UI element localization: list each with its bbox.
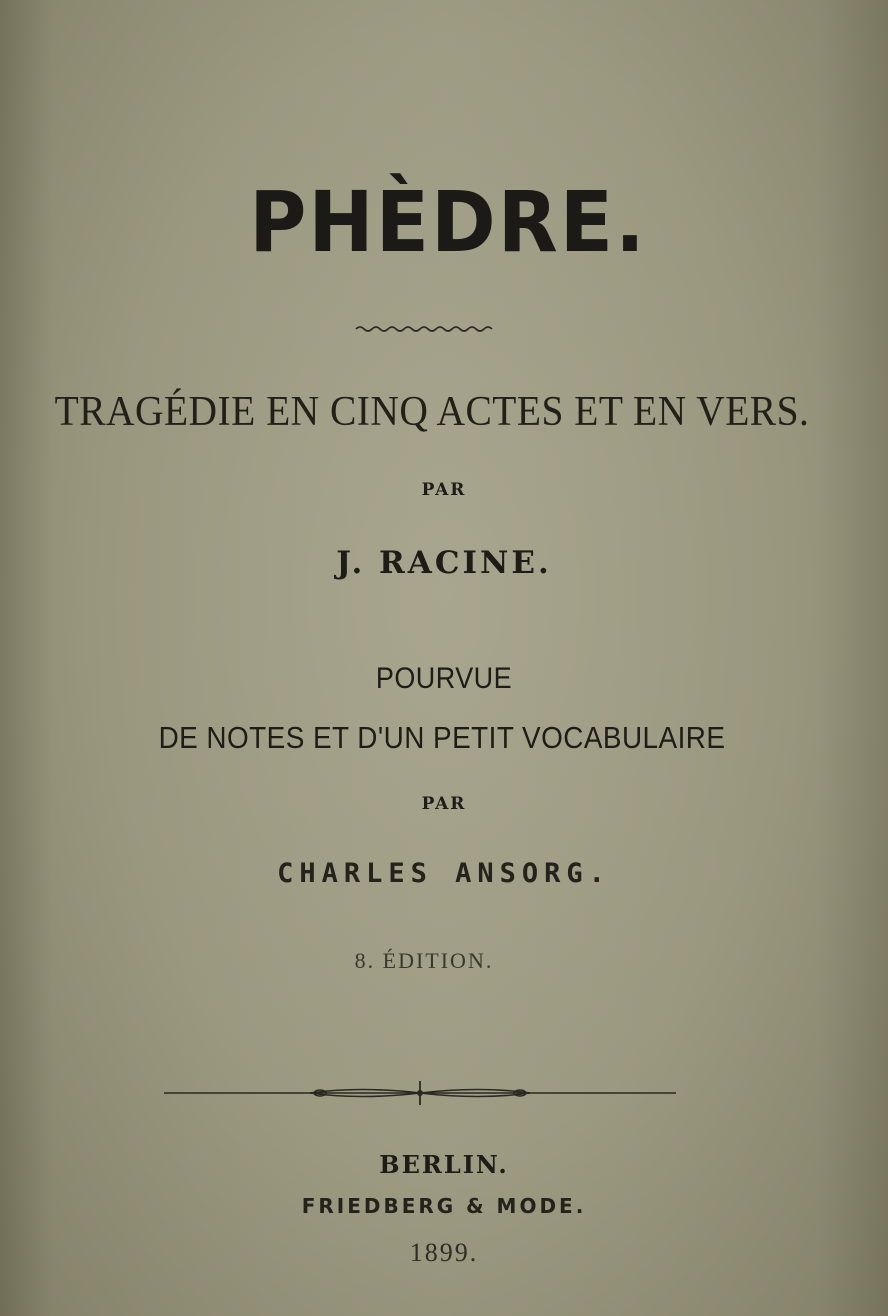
by-label-editor: PAR — [421, 794, 467, 814]
notes-line: DE NOTES ET D'UN PETIT VOCABULAIRE — [158, 720, 726, 755]
wavy-rule-ornament-icon — [354, 322, 494, 336]
imprint-year: 1899. — [409, 1238, 479, 1267]
edition-label: 8. ÉDITION. — [354, 948, 494, 973]
imprint-publisher: FRIEDBERG & MODE. — [301, 1194, 587, 1218]
pourvue-line: POURVUE — [375, 662, 513, 695]
imprint-city: BERLIN. — [379, 1150, 509, 1179]
author-name: J. RACINE. — [336, 545, 552, 581]
by-label: PAR — [421, 480, 467, 500]
book-title: PHÈDRE. — [249, 174, 647, 272]
subtitle: TRAGÉDIE EN CINQ ACTES ET EN VERS. — [54, 389, 810, 435]
decorative-rule-ornament-icon — [160, 1078, 680, 1108]
editor-name: CHARLES ANSORG. — [277, 858, 611, 889]
